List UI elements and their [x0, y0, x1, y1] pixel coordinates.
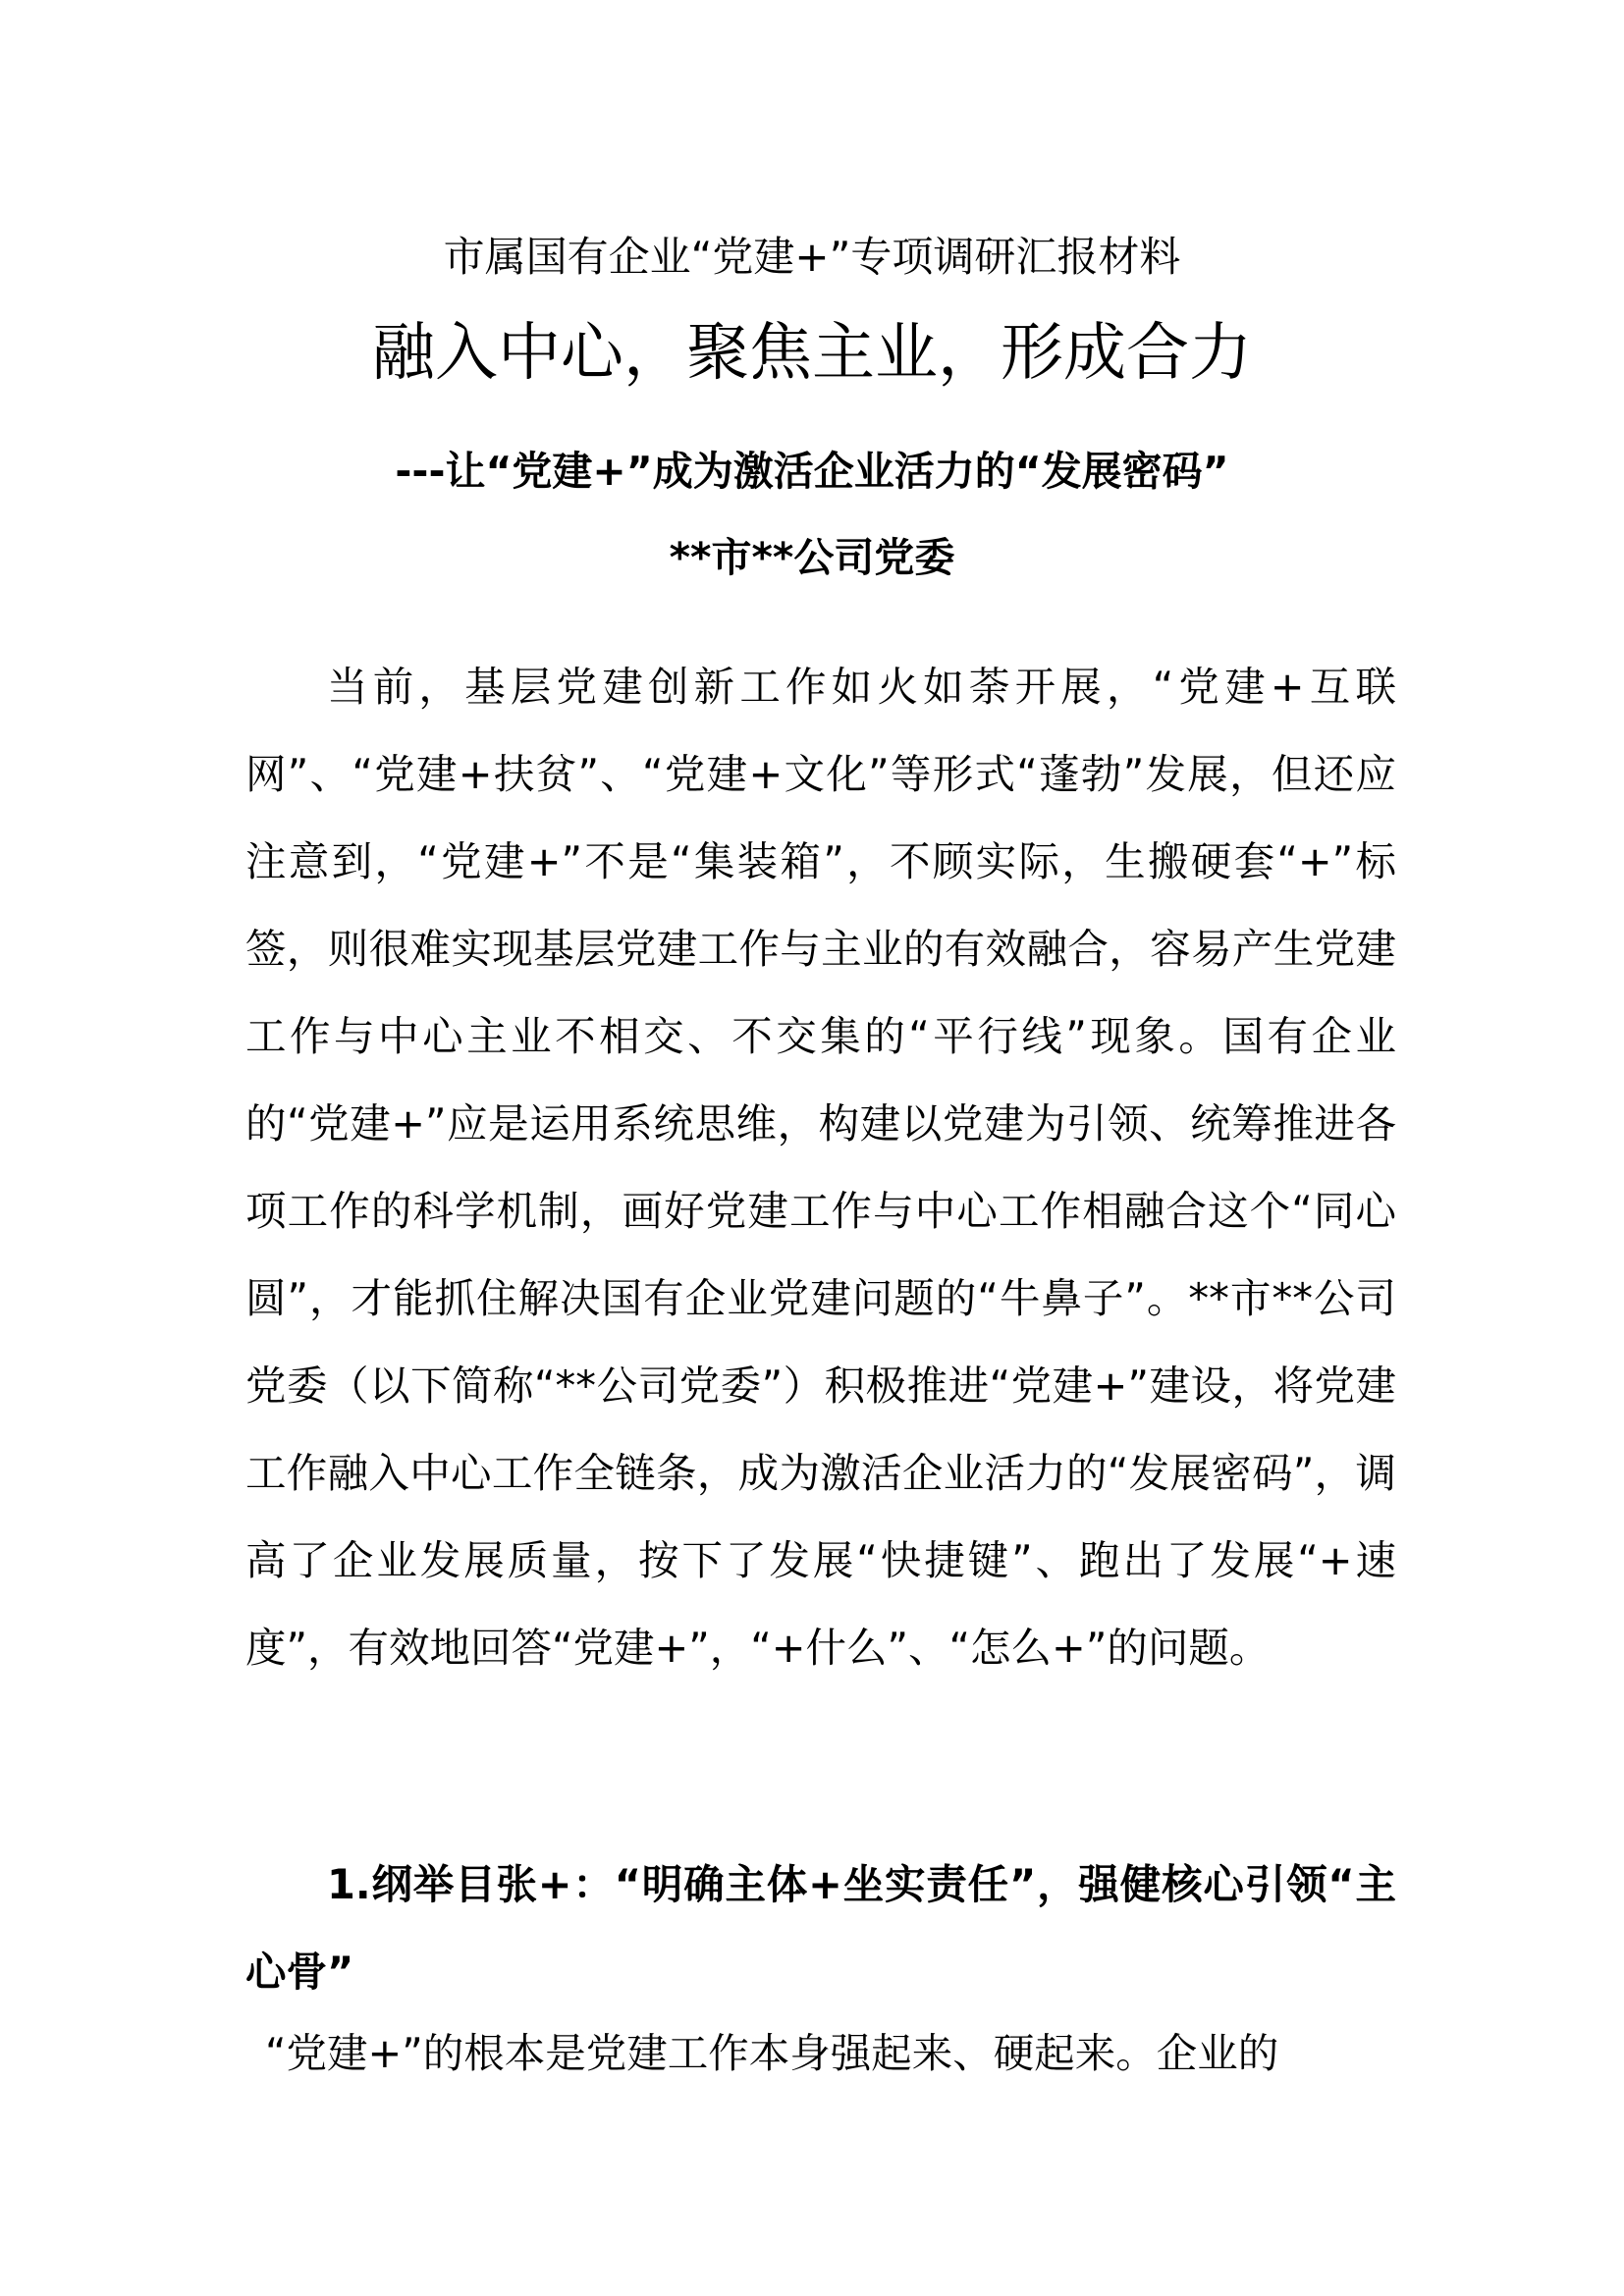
author-line: **市**公司党委: [669, 534, 955, 581]
body-paragraph-section-1: “党建+”的根本是党建工作本身强起来、硬起来。企业的: [265, 2029, 1279, 2077]
section-heading-1: 1.纲举目张+：“明确主体+坐实责任”，强健核心引领“主心骨”: [245, 1860, 1396, 1996]
body-paragraph-intro: 当前，基层党建创新工作如火如荼开展，“党建+互联网”、“党建+扶贫”、“党建+文化”等形式“蓬勃”发展，但还应注意到，“党建+”不是“集装箱”，不顾实际，生搬硬套“+”标签，则很难实现基层党建工作与主业的有效融合，容易产生党建工作与中心主业不相交、不交集的“平行线”现象。国有企业的“党建+”应是运用系统思维，构建以党建为引领、统筹推进各项工作的科学机制，画好党建工作与中心工作相融合这个“同心圆”，才能抓住解决国有企业党建问题的“牛鼻子”。**市**公司党委（以下简称“**公司党委”）积极推进“党建+”建设，将党建工作融入中心工作全链条，成为激活企业活力的“发展密码”，调高了企业发展质量，按下了发展“快捷键”、跑出了发展“+速度”，有效地回答“党建+”，“+什么”、“怎么+”的问题。: [245, 663, 1396, 1672]
report-title: 市属国有企业“党建+”专项调研汇报材料: [443, 233, 1181, 281]
subtitle: ---让“党建+”成为激活企业活力的“发展密码”: [395, 448, 1229, 495]
main-title: 融入中心，聚焦主业，形成合力: [372, 317, 1252, 390]
